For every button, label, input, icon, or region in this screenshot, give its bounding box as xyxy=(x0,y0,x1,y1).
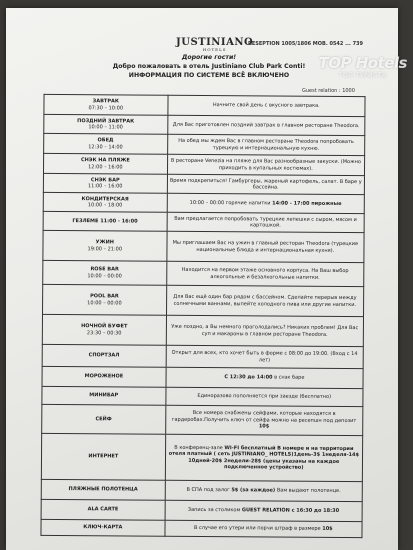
watermark-logo: TOP Hotels xyxy=(318,54,407,72)
row-desc: Единоразово пополняется при заезде (бесплатно) xyxy=(166,387,363,406)
row-title: ГЕЗЛЕМЕ 11:00 - 16:00 xyxy=(72,217,138,225)
table-row xyxy=(43,260,364,286)
row-title: СНЭК НА ПЛЯЖЕ xyxy=(80,157,130,164)
row-desc-bold: С 12:30 до 14:00 xyxy=(224,374,273,381)
table-row xyxy=(42,386,363,406)
row-desc: На обед мы ждем Вас в главном ресторане Theodora попробовать турецкую и интернациональную кухню. xyxy=(167,134,364,155)
info-title: ИНФОРМАЦИЯ ПО СИСТЕМЕ ВСЁ ВКЛЮЧЕНО xyxy=(128,71,290,79)
row-desc: Время подкрепиться! Гамбургеры, жареный картофель, салат. В баре у бассейна. xyxy=(167,174,364,194)
greeting-block xyxy=(102,54,316,81)
row-desc: Начните свой день с вкусного завтрака. xyxy=(168,95,365,116)
row-title: ALA CARTE xyxy=(87,506,119,513)
row-title: НОЧНОЙ БУФЕТ xyxy=(81,323,128,330)
table-row xyxy=(41,479,362,501)
tophotels-watermark xyxy=(319,54,407,79)
row-desc: Запись за столиком xyxy=(187,507,241,514)
row-desc: В СПА под залог xyxy=(186,487,230,494)
row-title: ПЛЯЖНЫЕ ПОЛОТЕНЦА xyxy=(68,486,138,493)
row-title: ПОЗДНИЙ ЗАВТРАК xyxy=(77,117,135,125)
row-desc: в снэк баре xyxy=(274,374,305,381)
row-time: 12:00 – 16:00 xyxy=(88,163,123,170)
row-desc: Все номера снабжены сейфами, которые находятся в гардеробах.Получить ключ от сейфа можно на ресепшн под депозит xyxy=(171,410,357,424)
row-desc: Для Вас ещё один бар рядом с бассейном. Сделайте перерыв между солнечными ваннами, выпейте холодного пива или другие напитки. xyxy=(166,285,364,316)
table-row xyxy=(43,173,364,194)
row-desc-bold: GUEST RELATION с 16:30 до 18:30 xyxy=(241,507,340,515)
info-sheet xyxy=(6,8,398,550)
row-desc-bold: 5$ (за каждое) xyxy=(231,487,276,494)
table-row xyxy=(43,153,364,175)
row-title: СНЭК БАР xyxy=(90,176,120,183)
row-time: 11:00 – 16:00 xyxy=(87,183,123,190)
row-desc-extra: Вам выдают полотенце. xyxy=(276,487,341,495)
table-row xyxy=(43,284,364,316)
guest-relation: Guest relation : 1000 xyxy=(302,88,355,94)
row-title: СЕЙФ xyxy=(95,416,112,423)
row-title: МИНИБАР xyxy=(89,392,119,399)
row-time: 07:30 – 10:00 xyxy=(88,104,124,111)
row-desc: 10:00 – 00:00 горячие напитки xyxy=(189,199,271,207)
row-title: СПОРТЗАЛ xyxy=(88,352,120,359)
table-row xyxy=(43,230,364,262)
row-time: 19:00 – 21:00 xyxy=(87,245,123,252)
row-title: ИНТЕРНЕТ xyxy=(88,453,119,460)
table-row xyxy=(44,114,365,135)
row-time: 10:00 – 18:00 xyxy=(87,202,123,209)
row-time: 12:30 – 14:00 xyxy=(88,143,123,150)
row-time: 10:00 – 11:00 xyxy=(88,124,123,131)
row-desc: Уже поздно, а Вы немного проголодались? Никаких проблем! Для Вас суп и макароны в главном ресторане Theodora. xyxy=(166,315,364,346)
table-row xyxy=(41,519,362,537)
table-row xyxy=(42,366,363,388)
row-desc-extra: В номере и на территории отеля платный ( сеть JUSTINIANO_ HOTELS)1день-3$ 1неделя-14$ 10дней-20$ 2недели-28$ (цены указаны на каждое подключенное устройство) xyxy=(168,445,360,471)
row-title: POOL BAR xyxy=(90,293,119,300)
row-title: ЗАВТРАК xyxy=(92,98,119,105)
row-title: МОРОЖЕНОЕ xyxy=(84,373,124,380)
row-title: ROSE BAR xyxy=(90,266,119,273)
watermark-sub: ТОП ТУРИСТА xyxy=(338,72,387,79)
row-desc: В случае его утери или порчи штраф в размере xyxy=(193,525,321,533)
row-desc: Мы приглашаем Вас на ужин в главный ресторан Theodora (турецкие национальные блюда и интернациональная кухня). xyxy=(167,231,365,262)
row-desc: Открыт для всех, кто хочет быть в форме с 08:00 до 19:00. (Вход с 14 лет) xyxy=(166,345,364,368)
reception-phone: RESEPTION 1005/1806 MOB. 0542 ... 739 xyxy=(248,41,364,47)
row-title: КОНДИТЕРСКАЯ xyxy=(81,195,129,202)
row-title: КЛЮЧ-КАРТА xyxy=(83,524,123,531)
row-desc-bold: 10$ xyxy=(258,423,270,430)
row-desc-bold: 14:00 - 17:00 пирожные xyxy=(272,200,342,207)
table-row xyxy=(44,133,365,155)
row-time: 23:30 – 00:30 xyxy=(86,329,122,336)
table-row xyxy=(42,404,363,435)
row-title: УЖИН xyxy=(95,239,115,246)
table-row xyxy=(43,192,364,213)
table-row xyxy=(44,94,365,116)
row-desc: Находится на первом этаже основного корпуса. На Ваш выбор алкогольные и безалкогольные напитки. xyxy=(166,261,364,286)
row-title: ОБЕД xyxy=(97,137,114,144)
table-row xyxy=(41,499,362,521)
row-desc: Для Вас приготовлен поздний завтрак в главном ресторане Theodora. xyxy=(167,115,364,135)
row-time: 10:00 – 00:00 xyxy=(87,272,122,279)
row-desc-bold: WI-FI бесплатный xyxy=(224,444,276,452)
greeting-line: Добро пожаловать в отель Justiniano Club Park Conti! xyxy=(112,62,306,70)
greeting-title: Дорогие гости! xyxy=(181,54,237,61)
hotel-logo: JUSTINIANO HOTELS xyxy=(176,37,254,52)
table-row xyxy=(41,433,362,481)
row-desc: В ресторане Venezia на пляже для Вас разнообразные закуски. (Можно приходить в купальных костюмах). xyxy=(167,154,364,175)
info-table xyxy=(40,94,365,538)
table-row xyxy=(42,314,363,346)
table-row xyxy=(42,344,363,368)
row-desc: В конференц-зале xyxy=(174,444,223,451)
row-time: 10:00 – 00:00 xyxy=(87,299,122,306)
row-desc-bold: 10$ xyxy=(322,526,333,533)
row-desc: Вам предлагается попробовать турецкие лепешки с сыром, мясом и картошкой. xyxy=(167,212,364,232)
table-row xyxy=(43,211,364,232)
